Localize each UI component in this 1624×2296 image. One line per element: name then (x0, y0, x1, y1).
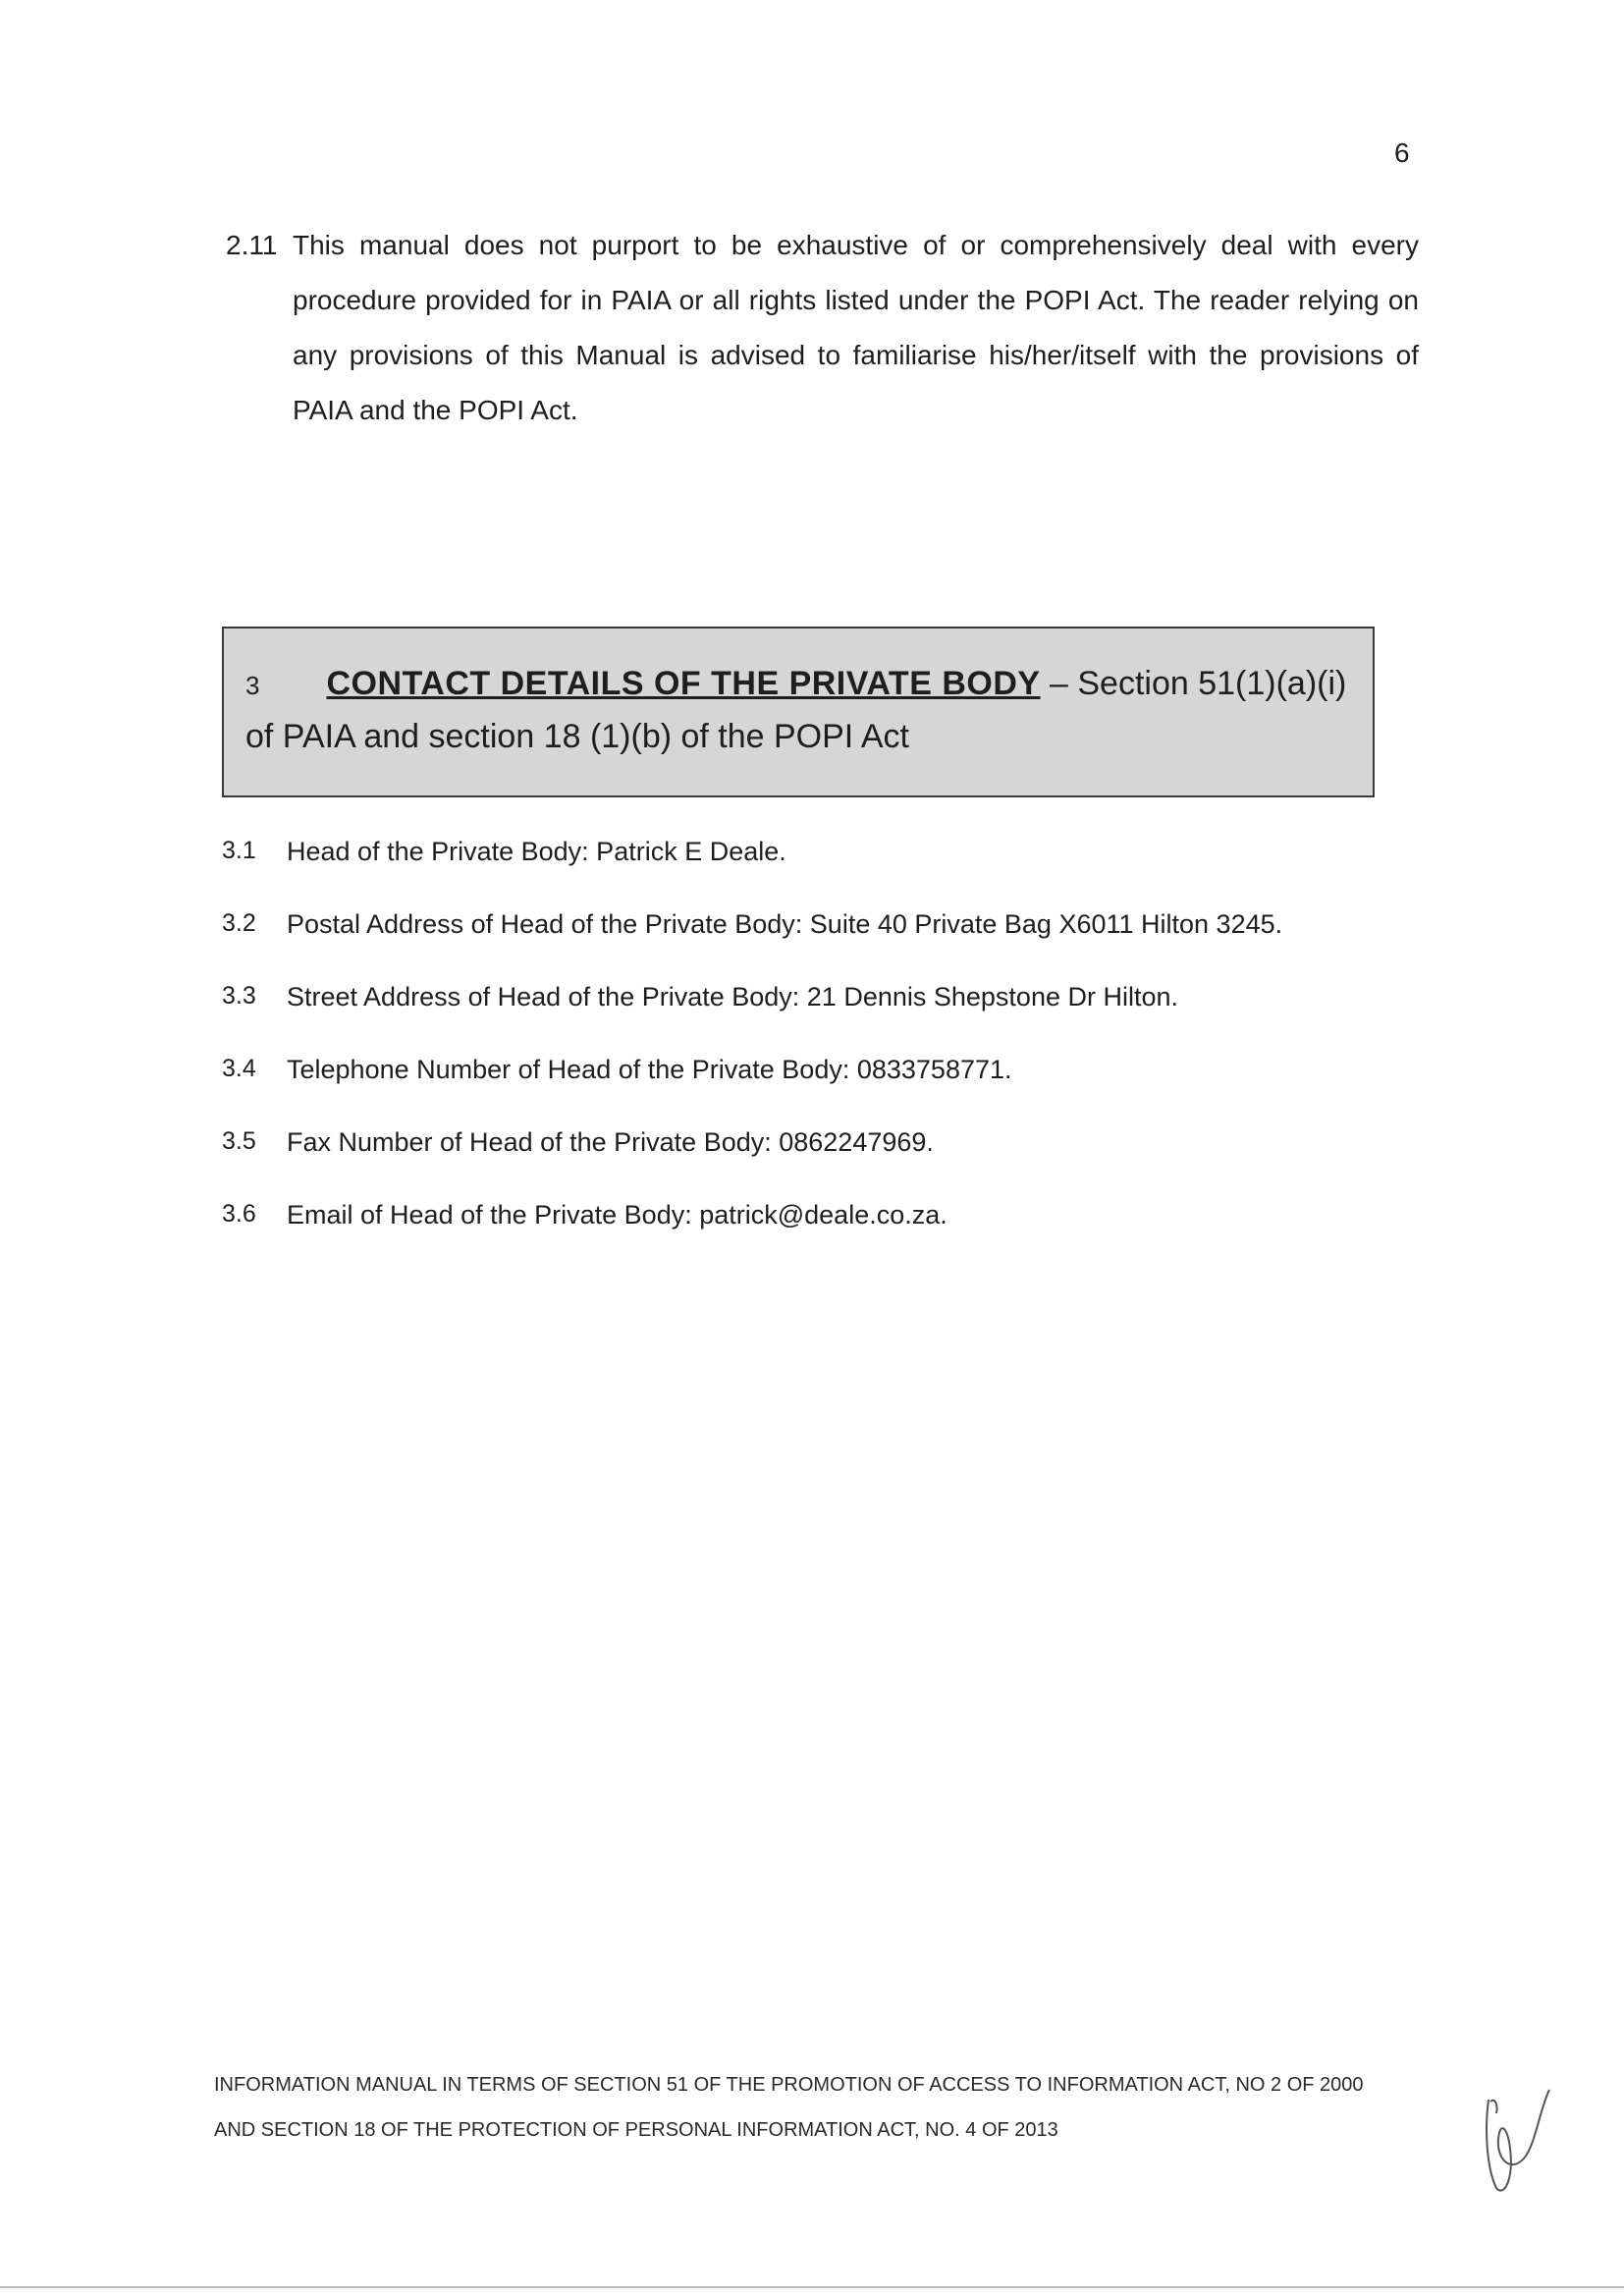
item-number: 3.6 (222, 1200, 256, 1228)
item-text: Telephone Number of Head of the Private Body: 0833758771. (287, 1055, 1012, 1084)
initials-signature-icon (1481, 2080, 1551, 2198)
list-item (222, 982, 1400, 1055)
item-text: Street Address of Head of the Private Body: 21 Dennis Shepstone Dr Hilton. (287, 982, 1179, 1011)
item-text: Email of Head of the Private Body: patrick@deale.co.za. (287, 1200, 947, 1230)
list-item (222, 1200, 1400, 1273)
contact-details-list (222, 837, 1400, 1273)
page-footer (214, 2062, 1392, 2153)
item-text: Head of the Private Body: Patrick E Deale. (287, 837, 786, 866)
paragraph-text: This manual does not purport to be exhaustive of or comprehensively deal with every procedure provided for in PAIA or all rights listed under the POPI Act. The reader relying on any provisions of this Manual is advised to familiarise his/her/itself with the provisions of PAIA and the POPI Act. (293, 230, 1419, 425)
item-number: 3.1 (222, 837, 256, 864)
section-title: CONTACT DETAILS OF THE PRIVATE BODY (326, 665, 1041, 702)
list-item (222, 909, 1400, 982)
item-text: Postal Address of Head of the Private Body: Suite 40 Private Bag X6011 Hilton 3245. (287, 909, 1283, 939)
item-number: 3.4 (222, 1055, 256, 1082)
footer-line-2: AND SECTION 18 OF THE PROTECTION OF PERSONAL INFORMATION ACT, NO. 4 OF 2013 (214, 2119, 1058, 2141)
paragraph-number: 2.11 (226, 230, 278, 260)
list-item (222, 837, 1400, 909)
footer-line-1: INFORMATION MANUAL IN TERMS OF SECTION 51 OF THE PROMOTION OF ACCESS TO INFORMATION ACT, NO 2 OF 2000 (214, 2074, 1364, 2096)
page-number: 6 (1394, 137, 1410, 168)
section-heading-box (222, 627, 1375, 797)
section-subtitle: – Section 51(1)(a)(i) of PAIA and section 18 (1)(b) of the POPI Act (245, 665, 1347, 755)
section-number: 3 (245, 671, 260, 700)
item-number: 3.5 (222, 1127, 256, 1155)
item-number: 3.3 (222, 982, 256, 1010)
bottom-divider (0, 2286, 1624, 2288)
list-item (222, 1127, 1400, 1200)
paragraph-2-11 (226, 218, 1419, 438)
list-item (222, 1055, 1400, 1127)
item-number: 3.2 (222, 909, 256, 937)
item-text: Fax Number of Head of the Private Body: 0862247969. (287, 1127, 934, 1157)
